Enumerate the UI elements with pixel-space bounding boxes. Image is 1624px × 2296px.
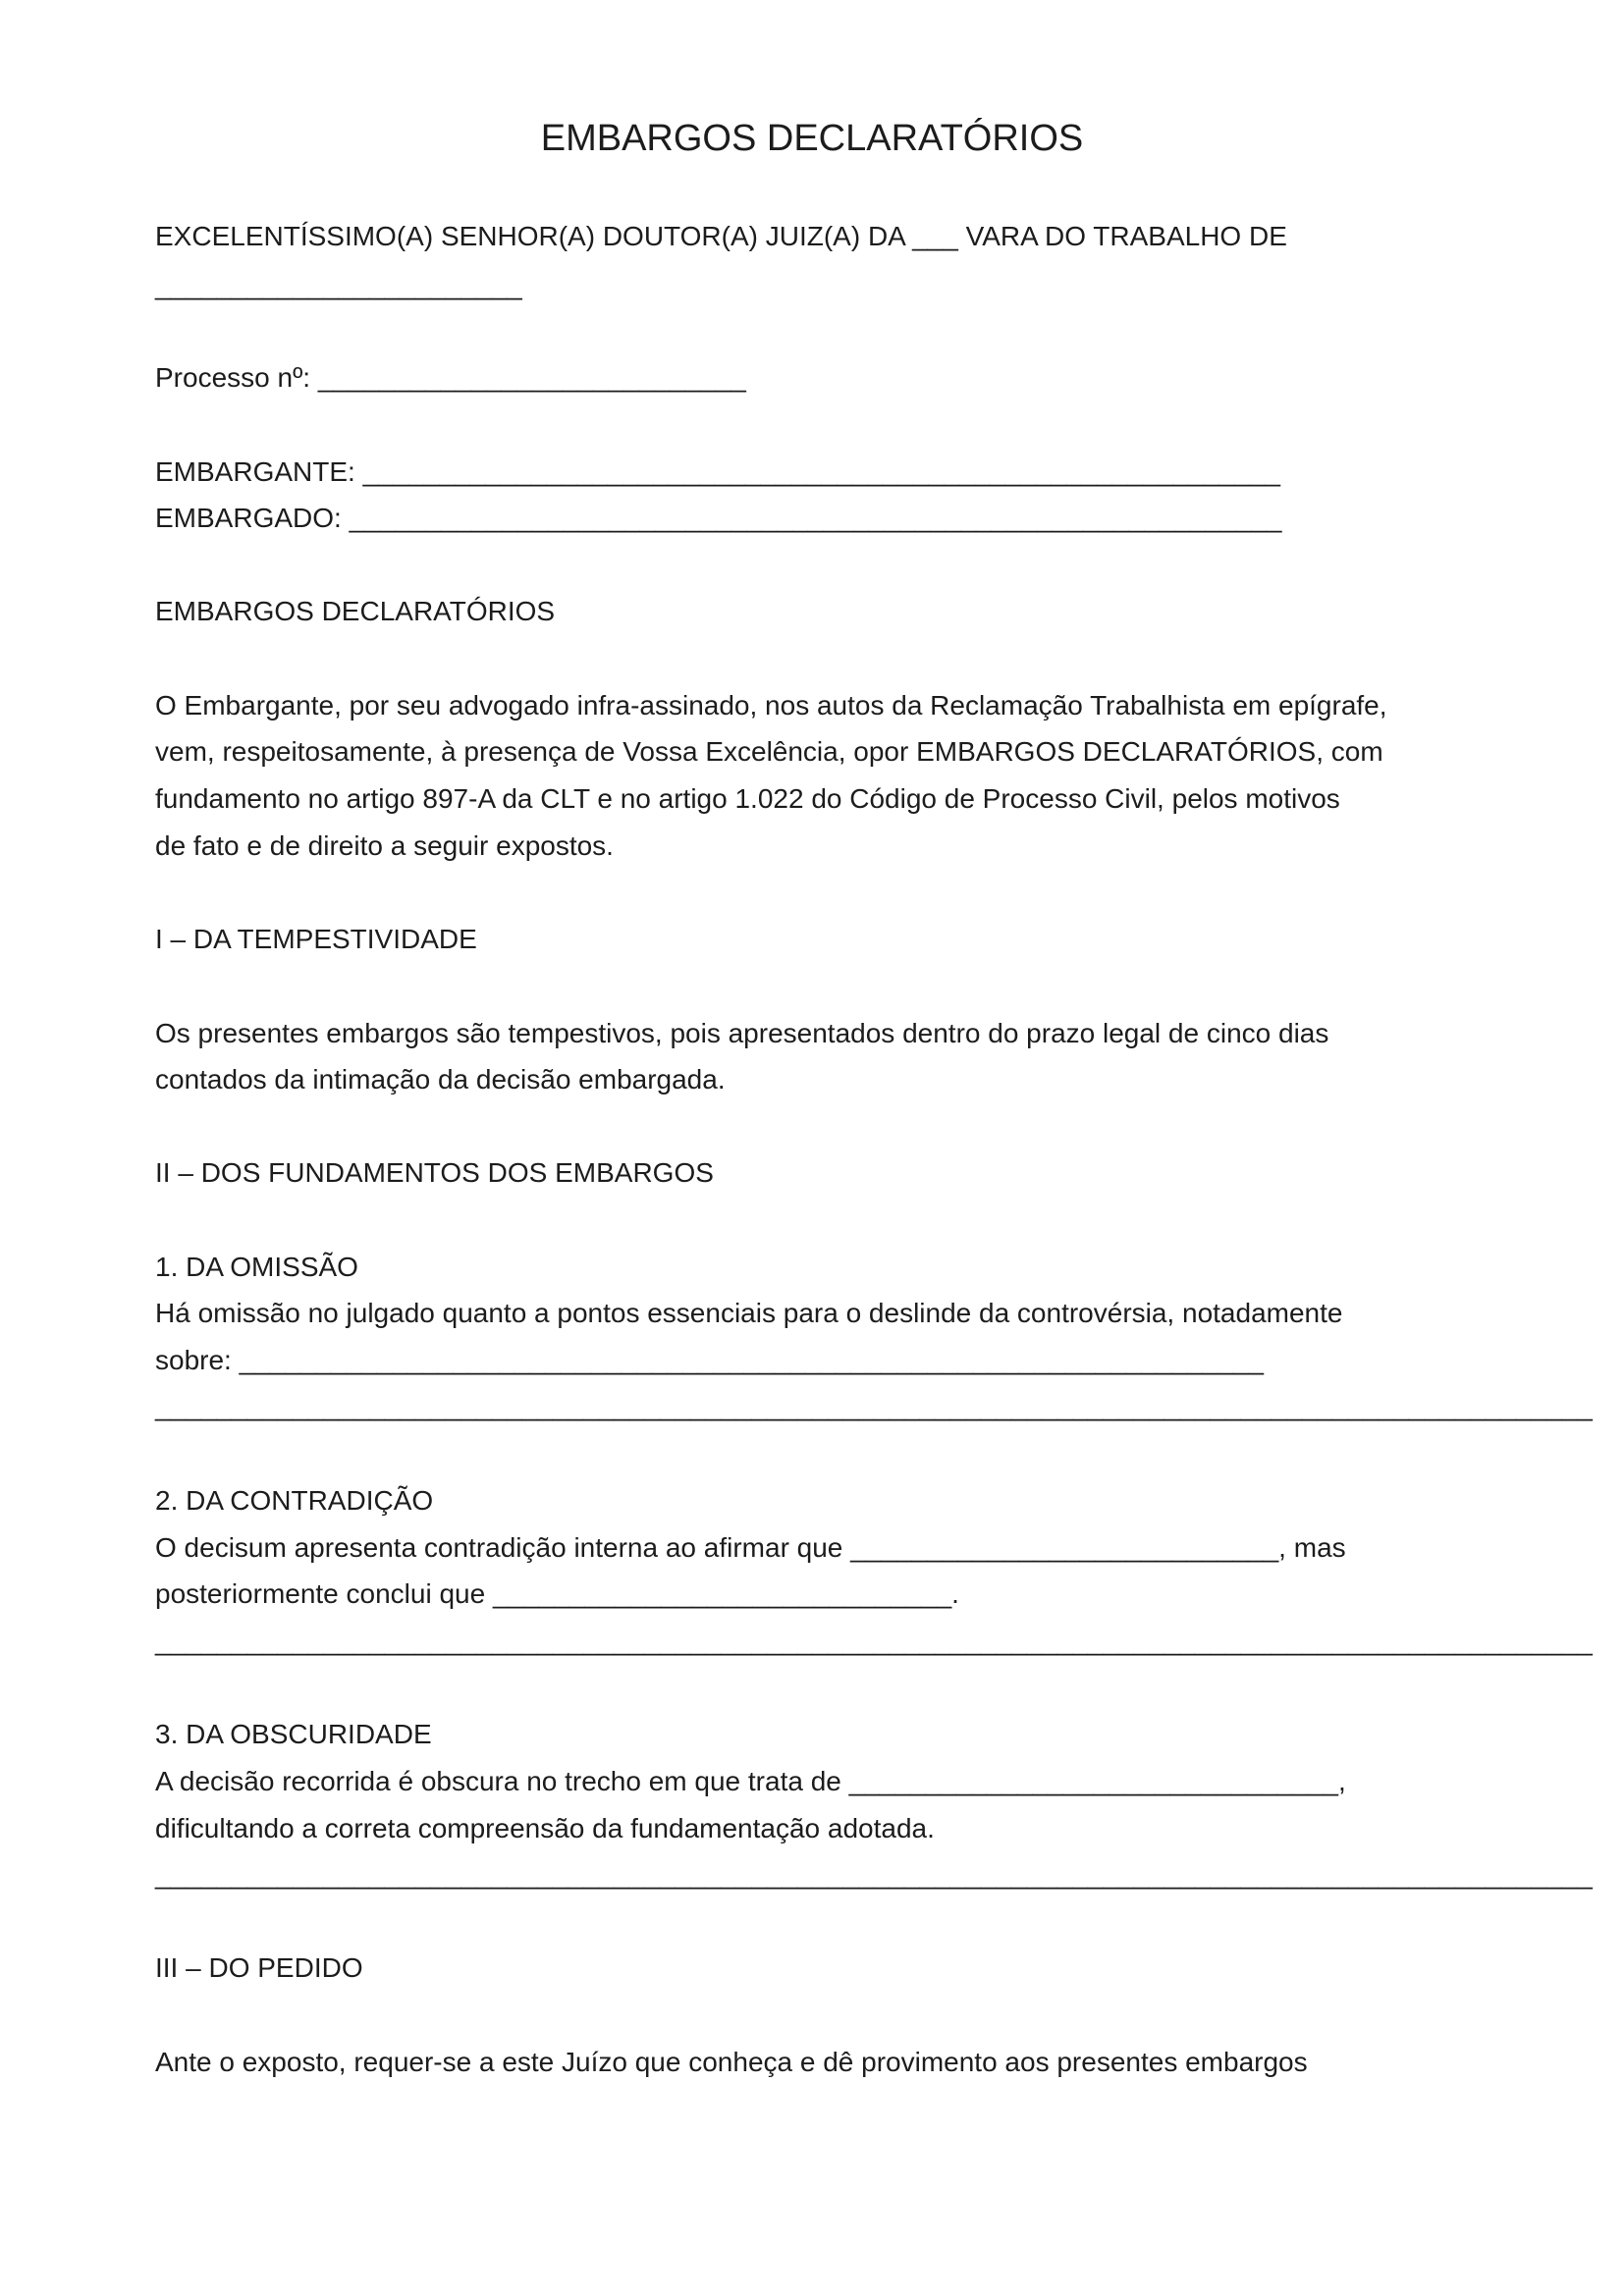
obscuridade-line-1: A decisão recorrida é obscura no trecho em que trata de ________________________________, bbox=[155, 1766, 1346, 1796]
embargado-line: EMBARGADO: _____________________________________________________________ bbox=[155, 503, 1282, 533]
pedido-line-1: Ante o exposto, requer-se a este Juízo que conheça e dê provimento aos presentes embargos bbox=[155, 2047, 1308, 2077]
tempestividade-heading: I – DA TEMPESTIVIDADE bbox=[155, 924, 477, 954]
obscuridade-heading: 3. DA OBSCURIDADE bbox=[155, 1719, 432, 1749]
omissao-line-1: Há omissão no julgado quanto a pontos essenciais para o deslinde da controvérsia, notadamente bbox=[155, 1298, 1343, 1328]
obscuridade-line-3: ______________________________________________________________________________________________ bbox=[155, 1859, 1593, 1890]
embargante-line: EMBARGANTE: ____________________________________________________________ bbox=[155, 456, 1280, 487]
contradicao-line-1: O decisum apresenta contradição interna ao afirmar que ____________________________, mas bbox=[155, 1532, 1346, 1563]
pedido-heading: III – DO PEDIDO bbox=[155, 1952, 363, 1983]
address-line-1: EXCELENTÍSSIMO(A) SENHOR(A) DOUTOR(A) JUIZ(A) DA ___ VARA DO TRABALHO DE bbox=[155, 221, 1287, 251]
tempestividade-line-1: Os presentes embargos são tempestivos, pois apresentados dentro do prazo legal de cinco dias bbox=[155, 1018, 1329, 1048]
section-subtitle: EMBARGOS DECLARATÓRIOS bbox=[155, 596, 556, 626]
intro-line-4: de fato e de direito a seguir expostos. bbox=[155, 830, 614, 861]
intro-line-2: vem, respeitosamente, à presença de Vossa Excelência, opor EMBARGOS DECLARATÓRIOS, com bbox=[155, 736, 1383, 767]
fundamentos-heading: II – DOS FUNDAMENTOS DOS EMBARGOS bbox=[155, 1157, 714, 1188]
contradicao-heading: 2. DA CONTRADIÇÃO bbox=[155, 1485, 434, 1516]
document-title: EMBARGOS DECLARATÓRIOS bbox=[540, 118, 1084, 159]
omissao-line-3: ______________________________________________________________________________________________ bbox=[155, 1391, 1593, 1421]
contradicao-line-3: ______________________________________________________________________________________________ bbox=[155, 1626, 1593, 1656]
obscuridade-line-2: dificultando a correta compreensão da fundamentação adotada. bbox=[155, 1813, 935, 1843]
intro-line-3: fundamento no artigo 897-A da CLT e no artigo 1.022 do Código de Processo Civil, pelos motivos bbox=[155, 783, 1340, 814]
omissao-line-2: sobre: ___________________________________________________________________ bbox=[155, 1345, 1264, 1375]
omissao-heading: 1. DA OMISSÃO bbox=[155, 1252, 358, 1282]
intro-line-1: O Embargante, por seu advogado infra-assinado, nos autos da Reclamação Trabalhista em epígrafe, bbox=[155, 690, 1387, 721]
tempestividade-line-2: contados da intimação da decisão embargada. bbox=[155, 1064, 726, 1095]
address-line-2: ________________________ bbox=[155, 270, 522, 300]
process-number: Processo nº: ____________________________ bbox=[155, 362, 746, 393]
contradicao-line-2: posteriormente conclui que ______________________________. bbox=[155, 1578, 959, 1609]
